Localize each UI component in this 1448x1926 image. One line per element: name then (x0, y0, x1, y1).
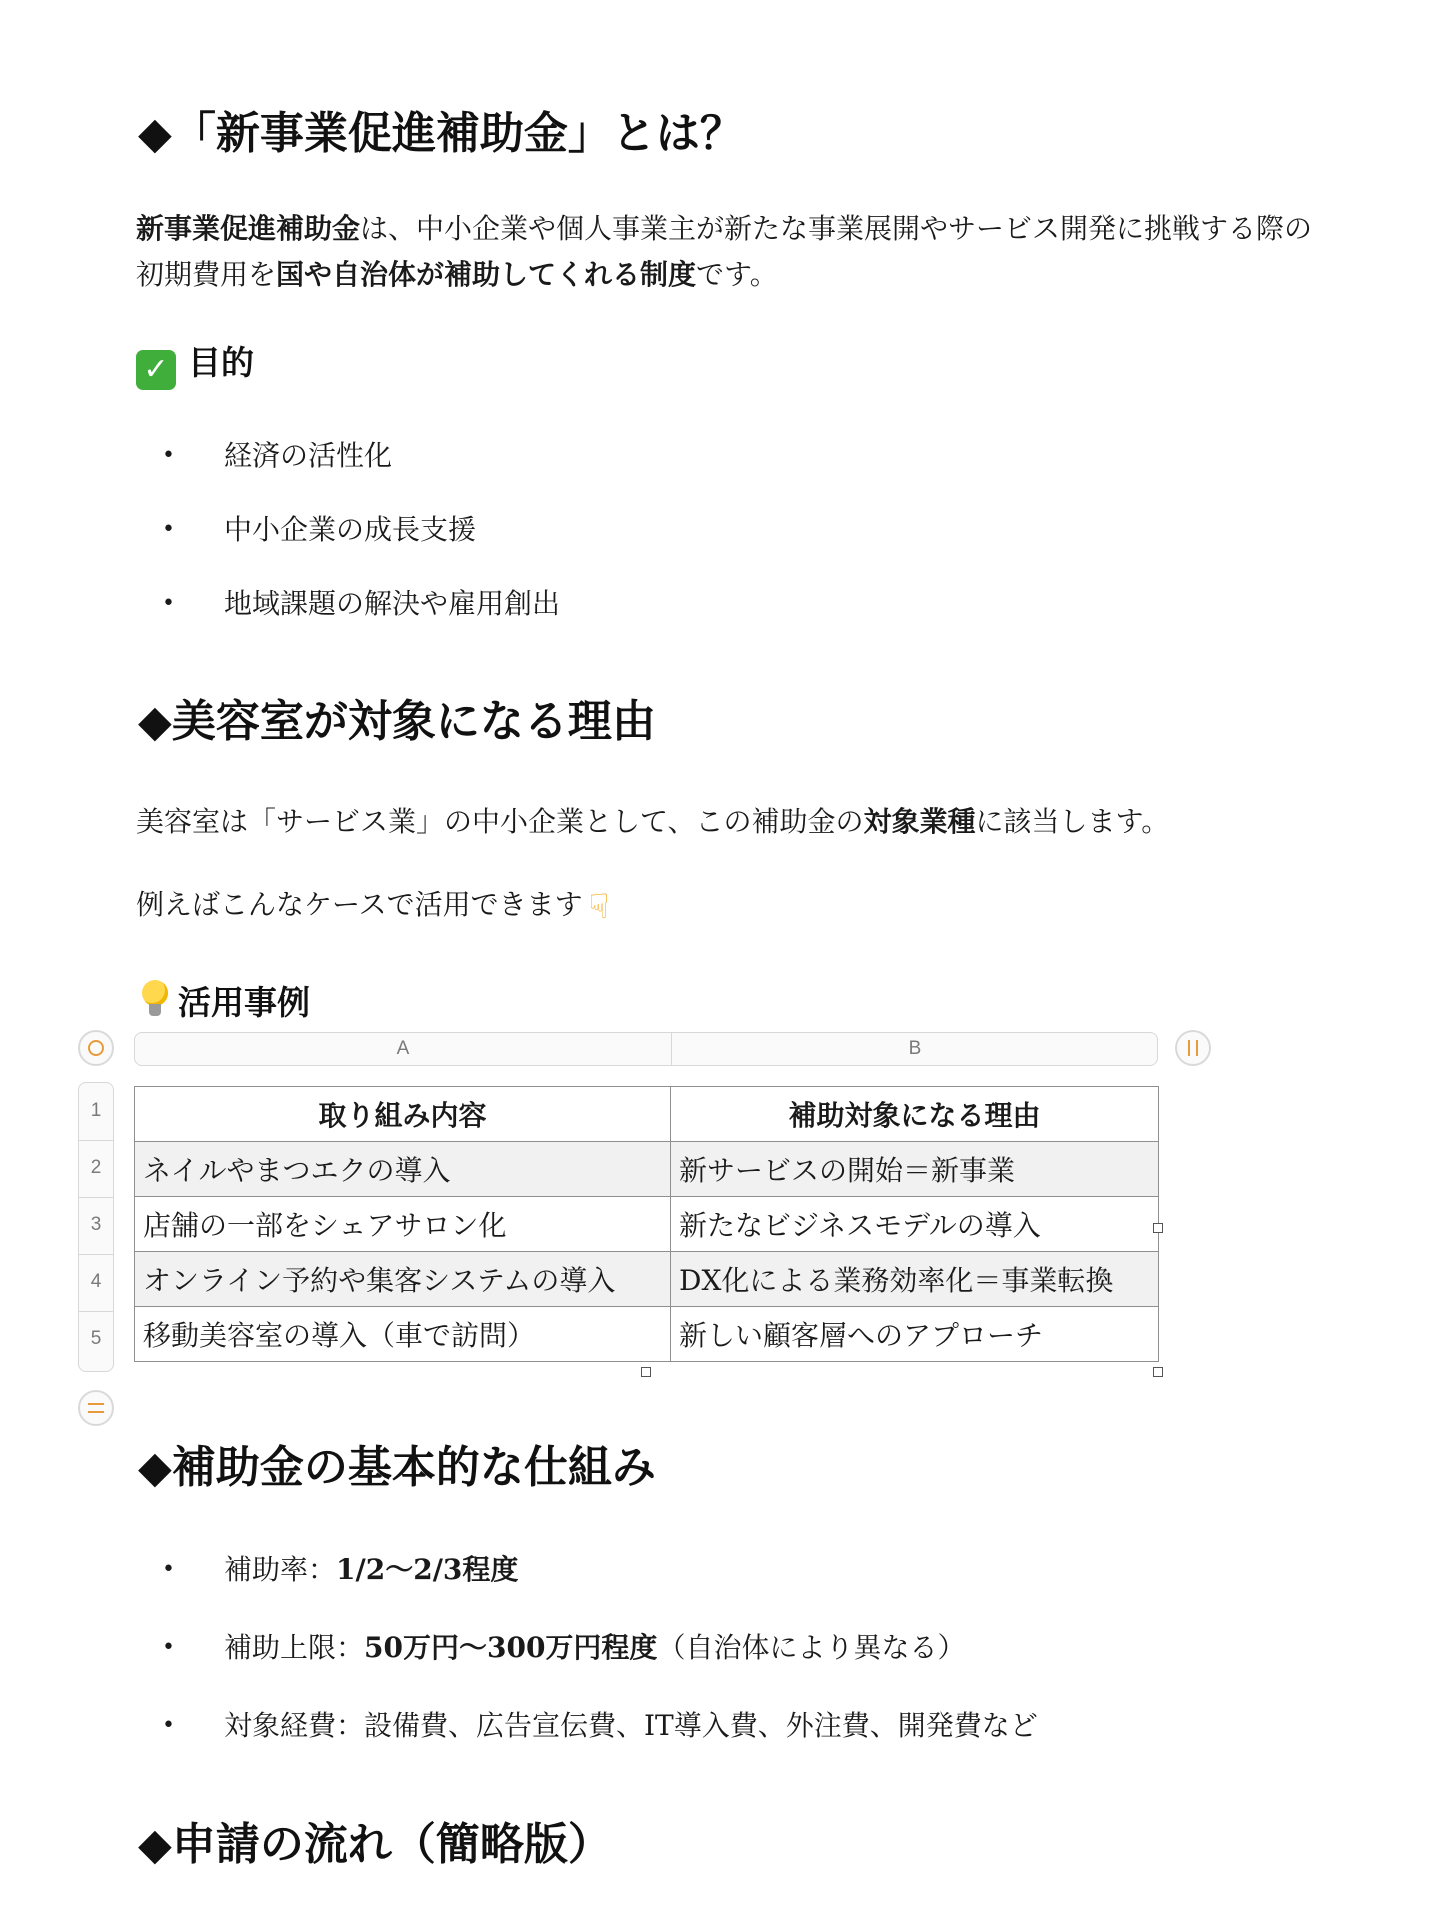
intro-text-1: は、中小企業や個人事業主が新たな事業展開やサービス開発に挑戦する際の初期費用を (136, 212, 1313, 291)
table-header-cell[interactable]: 補助対象になる理由 (671, 1087, 1159, 1142)
list-item-label: 補助上限： (224, 1631, 365, 1664)
reason-paragraph (136, 799, 1169, 845)
list-item-label: 対象経費：設備費、広告宣伝費、IT導入費、外注費、開発費など (224, 1709, 1038, 1742)
cases-table (134, 1086, 1159, 1362)
table-header-row (135, 1087, 1159, 1142)
bullet: • (162, 1557, 175, 1582)
section-heading-about: ◆「新事業促進補助金」とは？ (138, 108, 744, 159)
list-item-text: 地域課題の解決や雇用創出 (224, 587, 561, 620)
check-icon: ✓ (136, 350, 176, 390)
table-cell[interactable]: 新しい顧客層へのアプローチ (671, 1307, 1159, 1362)
table-cell[interactable]: DX化による業務効率化＝事業転換 (671, 1252, 1159, 1307)
resize-handle-bottom[interactable] (641, 1367, 651, 1377)
section-heading-flow: ◆申請の流れ（簡略版） (138, 1819, 612, 1870)
intro-paragraph (136, 206, 1326, 298)
list-item-rest: （自治体により異なる） (657, 1631, 966, 1664)
bullet: • (162, 1635, 175, 1660)
row-header-bar (78, 1082, 114, 1372)
column-header-b[interactable]: B (908, 1038, 922, 1059)
bullet: • (162, 591, 175, 616)
cases-heading-label: 活用事例 (178, 983, 310, 1022)
bullet: • (162, 443, 175, 468)
select-table-button[interactable] (78, 1030, 114, 1066)
column-header-bar (134, 1032, 1158, 1066)
list-item-bold: 50万円〜300万円程度 (364, 1631, 658, 1664)
table-row (135, 1197, 1159, 1252)
table-row (135, 1252, 1159, 1307)
example-text: 例えばこんなケースで活用できます (136, 888, 583, 921)
purpose-heading (136, 341, 254, 390)
example-paragraph (136, 882, 609, 930)
add-row-button[interactable] (78, 1390, 114, 1426)
table-cell[interactable]: 新サービスの開始＝新事業 (671, 1142, 1159, 1197)
bullet: • (162, 1713, 175, 1738)
row-header-2[interactable]: 2 (90, 1157, 102, 1178)
table-header-cell[interactable]: 取り組み内容 (135, 1087, 671, 1142)
table-cell[interactable]: 店舗の一部をシェアサロン化 (135, 1197, 671, 1252)
list-item-label: 補助率： (224, 1553, 337, 1586)
cases-heading (142, 980, 310, 1025)
lightbulb-icon (142, 980, 168, 1020)
bullet: • (162, 517, 175, 542)
reason-bold: 対象業種 (863, 805, 976, 838)
table-row (135, 1142, 1159, 1197)
section-heading-reason: ◆美容室が対象になる理由 (138, 696, 656, 747)
table-row (135, 1307, 1159, 1362)
list-item-text: 経済の活性化 (224, 439, 393, 472)
row-header-5[interactable]: 5 (90, 1328, 102, 1349)
table-cell[interactable]: ネイルやまつエクの導入 (135, 1142, 671, 1197)
row-header-1[interactable]: 1 (90, 1100, 102, 1121)
list-item-bold: 1/2〜2/3程度 (336, 1553, 519, 1586)
reason-text-2: に該当します。 (975, 805, 1170, 838)
add-column-button[interactable] (1175, 1030, 1211, 1066)
table-cell[interactable]: オンライン予約や集客システムの導入 (135, 1252, 671, 1307)
intro-text-2: です。 (696, 258, 778, 291)
table-cell[interactable]: 移動美容室の導入（車で訪問） (135, 1307, 671, 1362)
resize-handle-right[interactable] (1153, 1223, 1163, 1233)
section-heading-mechanism: ◆補助金の基本的な仕組み (138, 1442, 656, 1493)
resize-handle-corner[interactable] (1153, 1367, 1163, 1377)
row-header-4[interactable]: 4 (90, 1271, 102, 1292)
intro-bold-term: 新事業促進補助金 (136, 212, 361, 245)
pointing-down-hand-icon: ☟ (588, 887, 610, 927)
intro-bold-support: 国や自治体が補助してくれる制度 (276, 258, 697, 291)
list-item-text: 中小企業の成長支援 (224, 513, 477, 546)
reason-text-1: 美容室は「サービス業」の中小企業として、この補助金の (136, 805, 864, 838)
purpose-heading-label: 目的 (188, 343, 254, 382)
table-cell[interactable]: 新たなビジネスモデルの導入 (671, 1197, 1159, 1252)
row-header-3[interactable]: 3 (90, 1214, 102, 1235)
column-header-a[interactable]: A (396, 1038, 410, 1059)
